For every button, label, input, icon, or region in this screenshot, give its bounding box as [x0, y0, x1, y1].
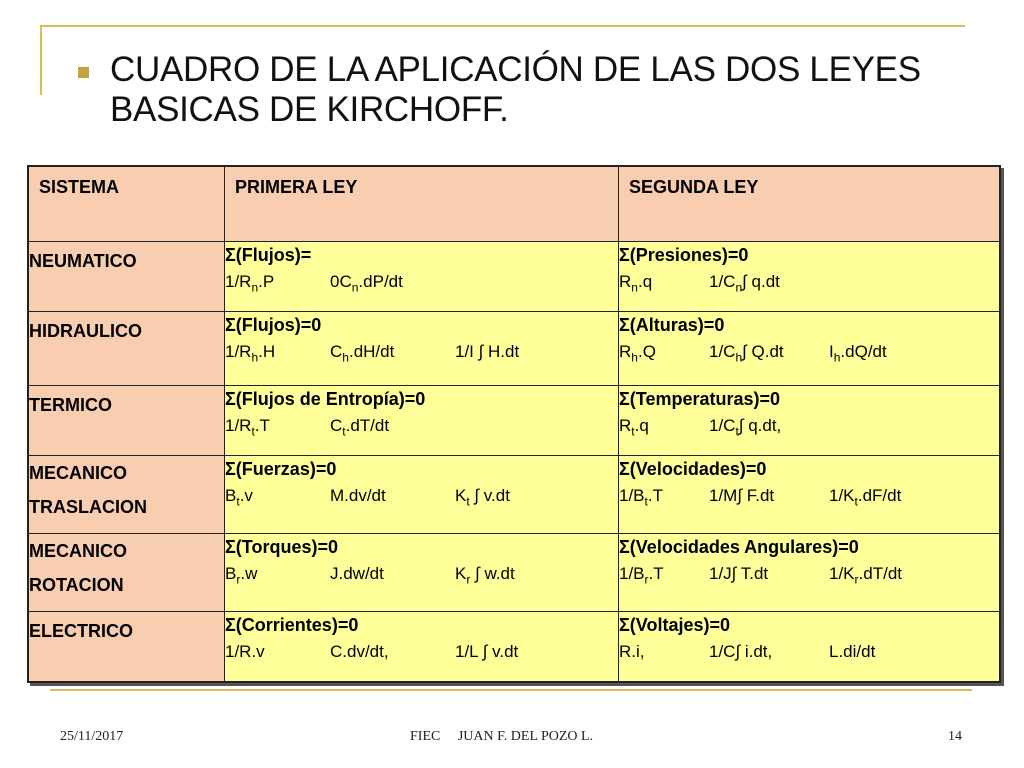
- primera-ley-cell: [225, 612, 619, 682]
- s-term-b: [709, 638, 829, 671]
- p-term-a-sub: t: [251, 424, 255, 439]
- bullet-square-icon: [78, 67, 89, 78]
- p-term-c: [455, 560, 515, 593]
- s-term-c-end: .dF/dt: [857, 486, 902, 505]
- s-term-a: [619, 338, 709, 371]
- p-term-a-end: .P: [258, 272, 275, 291]
- segunda-ley-cell: [619, 612, 1001, 682]
- p-term-b: [330, 560, 455, 593]
- system-cell: [28, 534, 225, 612]
- system-cell: [28, 242, 225, 312]
- p-term-c-text: 1/I ∫ H.dt: [455, 342, 520, 361]
- segunda-ley-title: Σ(Temperaturas)=0: [619, 389, 781, 409]
- s-term-a-sub: t: [631, 424, 635, 439]
- p-term-c-sub: t: [466, 494, 470, 509]
- p-term-a-end: .T: [254, 416, 270, 435]
- system-name: MECANICO: [29, 463, 127, 483]
- s-term-a: [619, 268, 709, 301]
- s-term-c-sub: t: [854, 494, 858, 509]
- p-term-a: [225, 482, 330, 515]
- p-term-b-end: .dT/dt: [345, 416, 390, 435]
- s-term-b-text: 1/J∫ T.dt: [709, 564, 769, 583]
- system-name: ELECTRICO: [29, 621, 134, 641]
- system-cell: [28, 312, 225, 386]
- primera-ley-cell: [225, 456, 619, 534]
- p-term-a-sub: t: [236, 494, 240, 509]
- s-term-b: [709, 482, 829, 515]
- p-term-a-end: .w: [240, 564, 258, 583]
- p-term-a: [225, 638, 330, 671]
- header-primera-ley: PRIMERA LEY: [225, 166, 619, 242]
- primera-ley-cell: [225, 534, 619, 612]
- s-term-a: [619, 638, 709, 671]
- system-name-2: ROTACION: [29, 575, 124, 595]
- title-line-1: CUADRO DE LA APLICACIÓN DE LAS DOS LEYES: [110, 50, 921, 89]
- segunda-ley-terms: [619, 338, 999, 371]
- s-term-b: [709, 268, 829, 301]
- s-term-a-text: R: [619, 272, 632, 291]
- s-term-b-text: 1/M∫ F.dt: [709, 486, 775, 505]
- system-name-2: TRASLACION: [29, 497, 147, 517]
- table-row: [28, 456, 1000, 534]
- primera-ley-terms: [225, 482, 618, 515]
- left-rule: [40, 25, 42, 95]
- s-term-b-end: ∫ q.dt,: [738, 416, 782, 435]
- s-term-a: [619, 412, 709, 445]
- p-term-b-sub: h: [342, 350, 349, 365]
- s-term-a-text: R.i,: [619, 642, 645, 661]
- s-term-c-text: 1/K: [829, 486, 855, 505]
- p-term-b: [330, 412, 455, 445]
- primera-ley-title: Σ(Flujos de Entropía)=0: [225, 389, 426, 409]
- table-row: [28, 386, 1000, 456]
- primera-ley-title: Σ(Corrientes)=0: [225, 615, 359, 635]
- primera-ley-title: Σ(Flujos)=: [225, 245, 312, 265]
- system-name: HIDRAULICO: [29, 321, 142, 341]
- p-term-c-end: ∫ v.dt: [469, 486, 510, 505]
- segunda-ley-title: Σ(Voltajes)=0: [619, 615, 731, 635]
- p-term-b: [330, 268, 455, 301]
- primera-ley-terms: [225, 560, 618, 593]
- s-term-a-end: .T: [648, 564, 664, 583]
- primera-ley-terms: [225, 268, 618, 301]
- s-term-a-sub: t: [644, 494, 648, 509]
- s-term-c-end: .dQ/dt: [840, 342, 887, 361]
- s-term-a-end: .T: [647, 486, 663, 505]
- segunda-ley-cell: [619, 456, 1001, 534]
- top-rule: [40, 25, 965, 27]
- p-term-b-text: C: [330, 342, 343, 361]
- p-term-a-sub: r: [236, 572, 241, 587]
- segunda-ley-terms: [619, 482, 999, 515]
- p-term-a-end: .v: [239, 486, 253, 505]
- p-term-b: [330, 338, 455, 371]
- table-row: [28, 534, 1000, 612]
- s-term-a: [619, 560, 709, 593]
- s-term-c-text: L.di/dt: [829, 642, 876, 661]
- segunda-ley-terms: [619, 638, 999, 671]
- segunda-ley-cell: [619, 242, 1001, 312]
- p-term-c-text: K: [455, 486, 467, 505]
- s-term-b-text: 1/C∫ i.dt,: [709, 642, 773, 661]
- segunda-ley-cell: [619, 534, 1001, 612]
- p-term-b-text: C.dv/dt,: [330, 642, 389, 661]
- p-term-b-text: 0C: [330, 272, 352, 291]
- header-segunda-ley: SEGUNDA LEY: [619, 166, 1001, 242]
- segunda-ley-cell: [619, 386, 1001, 456]
- table-row: [28, 242, 1000, 312]
- s-term-c-sub: h: [833, 350, 841, 365]
- s-term-c-text: 1/K: [829, 564, 855, 583]
- s-term-a-text: R: [619, 416, 632, 435]
- p-term-c: [455, 338, 519, 371]
- s-term-a-text: 1/B: [619, 564, 645, 583]
- primera-ley-title: Σ(Fuerzas)=0: [225, 459, 337, 479]
- p-term-a: [225, 338, 330, 371]
- p-term-b-end: .dH/dt: [348, 342, 395, 361]
- s-term-b-sub: h: [735, 350, 743, 365]
- p-term-b-text: J.dw/dt: [330, 564, 384, 583]
- segunda-ley-terms: [619, 268, 999, 301]
- s-term-b-sub: n: [735, 280, 743, 295]
- primera-ley-title: Σ(Torques)=0: [225, 537, 338, 557]
- kirchhoff-table: [27, 165, 1001, 683]
- segunda-ley-terms: [619, 412, 999, 445]
- primera-ley-terms: [225, 638, 618, 671]
- primera-ley-terms: [225, 338, 618, 371]
- system-cell: [28, 612, 225, 682]
- footer-date: 25/11/2017: [60, 729, 124, 744]
- s-term-b-sub: t: [735, 424, 739, 439]
- table-row: [28, 612, 1000, 682]
- system-name: TERMICO: [29, 395, 112, 415]
- p-term-b: [330, 482, 455, 515]
- p-term-c-text: K: [455, 564, 467, 583]
- s-term-c-sub: r: [854, 572, 859, 587]
- s-term-a-end: .q: [637, 272, 653, 291]
- table-header-row: [28, 166, 1000, 242]
- s-term-a-text: 1/B: [619, 486, 645, 505]
- p-term-b-text: C: [330, 416, 343, 435]
- s-term-b: [709, 560, 829, 593]
- s-term-c: [829, 560, 902, 593]
- s-term-a-end: .Q: [637, 342, 656, 361]
- s-term-c: [829, 638, 875, 671]
- system-cell: [28, 386, 225, 456]
- s-term-c-text: I: [829, 342, 834, 361]
- segunda-ley-title: Σ(Alturas)=0: [619, 315, 725, 335]
- slide-title: [110, 50, 990, 130]
- s-term-a-sub: n: [631, 280, 638, 295]
- p-term-c-end: ∫ w.dt: [470, 564, 515, 583]
- p-term-a-text: 1/R.v: [225, 642, 265, 661]
- p-term-b-text: M.dv/dt: [330, 486, 386, 505]
- p-term-a-text: B: [225, 486, 237, 505]
- primera-ley-terms: [225, 412, 618, 445]
- s-term-b: [709, 412, 829, 445]
- system-name: MECANICO: [29, 541, 127, 561]
- s-term-a-end: .q: [634, 416, 649, 435]
- s-term-b-end: ∫ q.dt: [742, 272, 780, 291]
- p-term-b-sub: t: [342, 424, 346, 439]
- s-term-a-text: R: [619, 342, 632, 361]
- s-term-c: [829, 482, 901, 515]
- system-name: NEUMATICO: [29, 251, 137, 271]
- p-term-b-end: .dP/dt: [358, 272, 403, 291]
- table-row: [28, 312, 1000, 386]
- bottom-rule: [50, 689, 972, 691]
- p-term-b-sub: n: [351, 280, 359, 295]
- s-term-a-sub: h: [631, 350, 638, 365]
- p-term-a: [225, 560, 330, 593]
- p-term-a-sub: h: [251, 350, 259, 365]
- p-term-a: [225, 268, 330, 301]
- s-term-b-text: 1/C: [709, 416, 736, 435]
- p-term-a-text: B: [225, 564, 237, 583]
- footer-page-number: 14: [948, 729, 962, 744]
- p-term-a-text: 1/R: [225, 416, 252, 435]
- s-term-a-sub: r: [644, 572, 649, 587]
- s-term-b-text: 1/C: [709, 342, 736, 361]
- segunda-ley-cell: [619, 312, 1001, 386]
- primera-ley-cell: [225, 242, 619, 312]
- footer-author: FIEC JUAN F. DEL POZO L.: [410, 729, 594, 744]
- s-term-a: [619, 482, 709, 515]
- segunda-ley-title: Σ(Velocidades Angulares)=0: [619, 537, 859, 557]
- system-cell: [28, 456, 225, 534]
- segunda-ley-title: Σ(Presiones)=0: [619, 245, 749, 265]
- p-term-c-sub: r: [466, 572, 471, 587]
- s-term-b: [709, 338, 829, 371]
- p-term-a-end: .H: [258, 342, 276, 361]
- p-term-a-sub: n: [251, 280, 259, 295]
- segunda-ley-title: Σ(Velocidades)=0: [619, 459, 767, 479]
- p-term-c: [455, 482, 510, 515]
- s-term-b-end: ∫ Q.dt: [742, 342, 784, 361]
- p-term-a-text: 1/R: [225, 272, 252, 291]
- primera-ley-cell: [225, 386, 619, 456]
- s-term-c: [829, 338, 887, 371]
- header-sistema: SISTEMA: [28, 166, 225, 242]
- segunda-ley-terms: [619, 560, 999, 593]
- p-term-c-text: 1/L ∫ v.dt: [455, 642, 519, 661]
- title-line-2: BASICAS DE KIRCHOFF.: [110, 90, 509, 129]
- s-term-b-text: 1/C: [709, 272, 736, 291]
- p-term-c: [455, 638, 518, 671]
- primera-ley-title: Σ(Flujos)=0: [225, 315, 322, 335]
- p-term-a-text: 1/R: [225, 342, 252, 361]
- p-term-a: [225, 412, 330, 445]
- p-term-b: [330, 638, 455, 671]
- primera-ley-cell: [225, 312, 619, 386]
- s-term-c-end: .dT/dt: [858, 564, 902, 583]
